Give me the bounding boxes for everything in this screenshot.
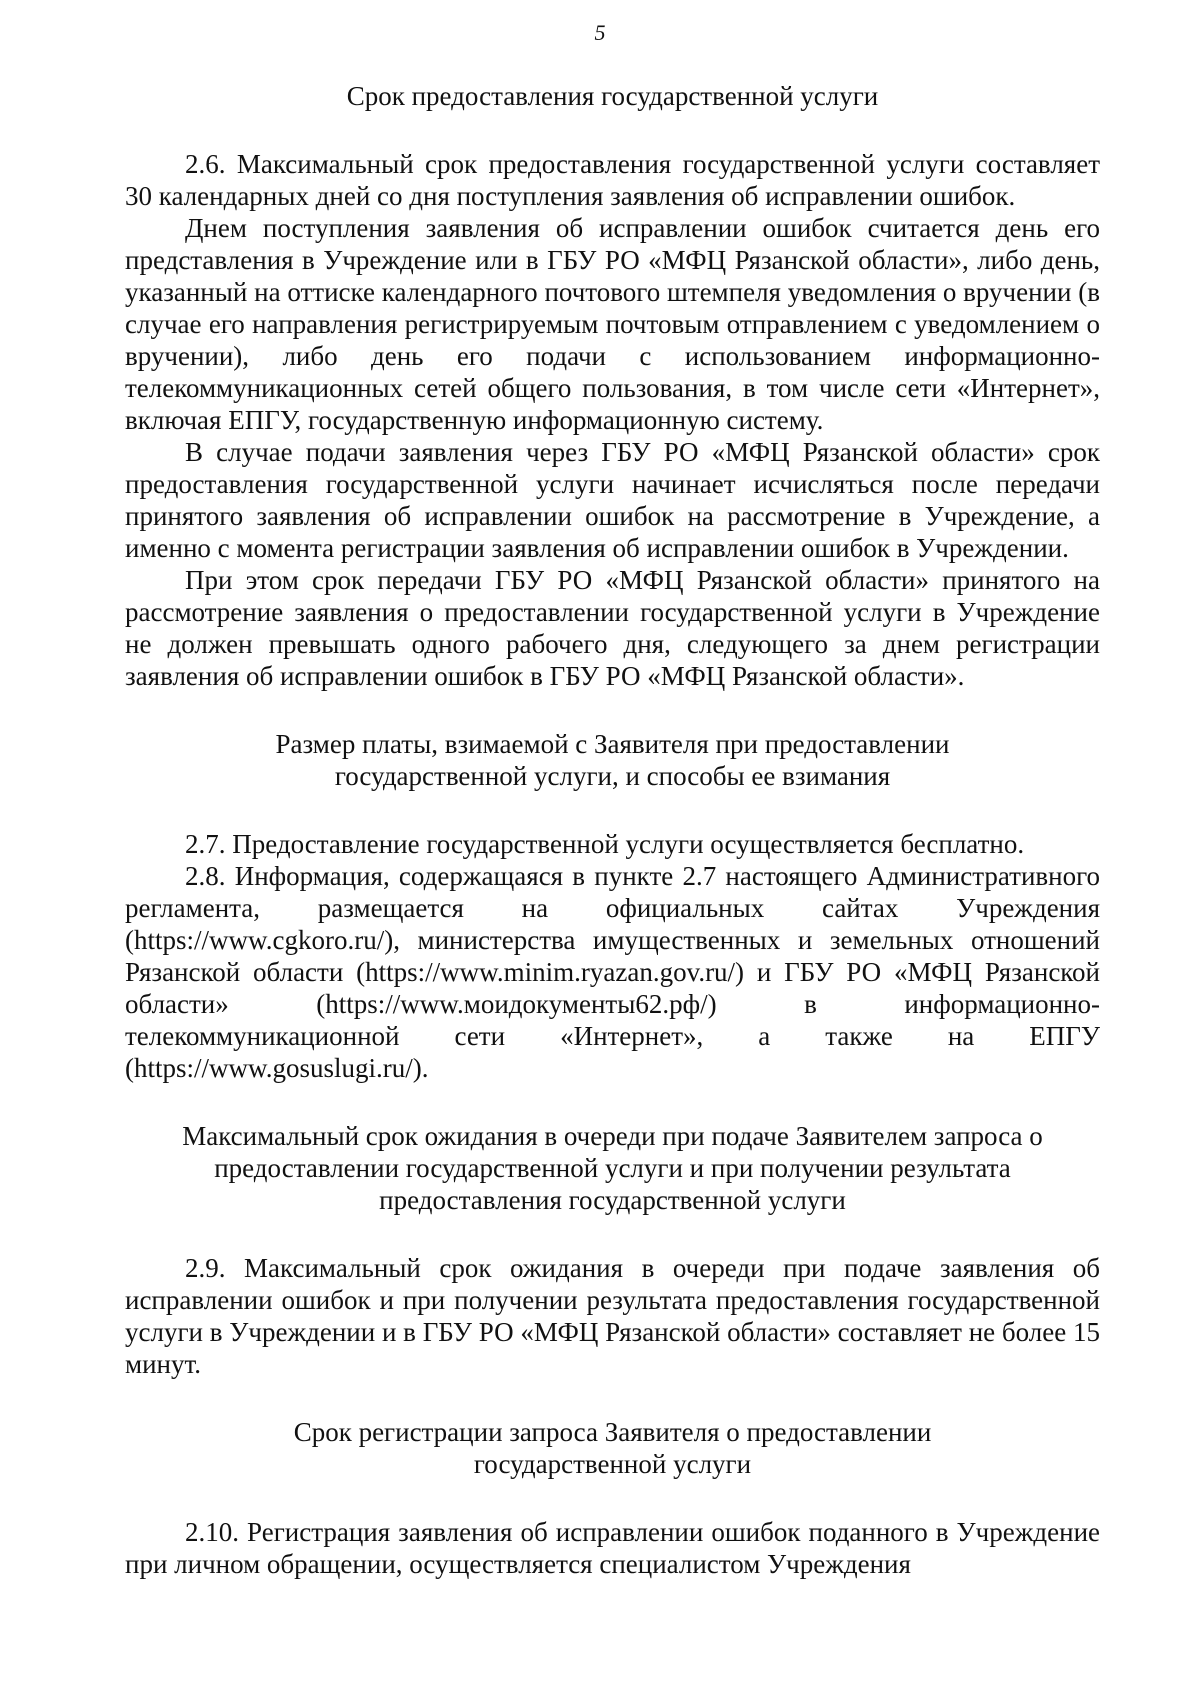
paragraph-2-7: 2.7. Предоставление государственной услуги осуществляется бесплатно. [185,829,1025,859]
paragraph-transfer-term: При этом срок передачи ГБУ РО «МФЦ Рязанской области» принятого на рассмотрение заявления о предоставлении государственной услуги в Учреждение не должен превышать одного рабочего дня, следующего за днем регистрации заявления об исправлении ошибок в ГБУ РО «МФЦ Рязанской области». [125,565,1100,691]
paragraph-2-10: 2.10. Регистрация заявления об исправлении ошибок поданного в Учреждение при личном обращении, осуществляется специалистом Учреждения [125,1517,1100,1579]
section-heading-queue-line2: предоставлении государственной услуги и при получении результата [214,1153,1011,1183]
paragraph-mfc-submission: В случае подачи заявления через ГБУ РО «МФЦ Рязанской области» срок предоставления государственной услуги начинает исчисляться после передачи принятого заявления об исправлении ошибок на рассмотрение в Учреждение, а именно с момента регистрации заявления об исправлении ошибок в Учреждении. [125,437,1100,563]
section-heading-fee-line2: государственной услуги, и способы ее взимания [334,761,891,791]
section-heading-queue [125,1120,1100,1216]
section-heading-registration [125,1416,1100,1480]
section-heading-fee-line1: Размер платы, взимаемой с Заявителя при предоставлении [275,729,950,759]
paragraph-2-9: 2.9. Максимальный срок ожидания в очереди при подаче заявления об исправлении ошибок и при получении результата предоставления государственной услуги в Учреждении и в ГБУ РО «МФЦ Рязанской области» составляет не более 15 минут. [125,1253,1100,1379]
paragraph-2-6: 2.6. Максимальный срок предоставления государственной услуги составляет 30 календарных дней со дня поступления заявления об исправлении ошибок. [125,149,1100,211]
section-heading-queue-line3: предоставления государственной услуги [379,1185,846,1215]
section-heading-registration-line2: государственной услуги [473,1449,752,1479]
section-heading-registration-line1: Срок регистрации запроса Заявителя о предоставлении [293,1417,932,1447]
section-heading-service-term: Срок предоставления государственной услуги [346,81,879,111]
page-number: 5 [594,20,606,45]
paragraph-receipt-day: Днем поступления заявления об исправлении ошибок считается день его представления в Учреждение или в ГБУ РО «МФЦ Рязанской области», либо день, указанный на оттиске календарного почтового штемпеля уведомления о вручении (в случае его направления регистрируемым почтовым отправлением с уведомлением о вручении), либо день его подачи с использованием информационно-телекоммуникационных сетей общего пользования, в том числе сети «Интернет», включая ЕПГУ, государственную информационную систему. [125,213,1100,435]
document-body [125,80,1100,1580]
paragraph-2-8: 2.8. Информация, содержащаяся в пункте 2.7 настоящего Административного регламента, размещается на официальных сайтах Учреждения (https://www.cgkoro.ru/), министерства имущественных и земельных отношений Рязанской области (https://www.minim.ryazan.gov.ru/) и ГБУ РО «МФЦ Рязанской области» (https://www.моидокументы62.рф/) в информационно-телекоммуникационной сети «Интернет», а также на ЕПГУ (https://www.gosuslugi.ru/). [125,861,1100,1083]
section-heading-fee [125,728,1100,792]
section-heading-queue-line1: Максимальный срок ожидания в очереди при подаче Заявителем запроса о [182,1121,1043,1151]
